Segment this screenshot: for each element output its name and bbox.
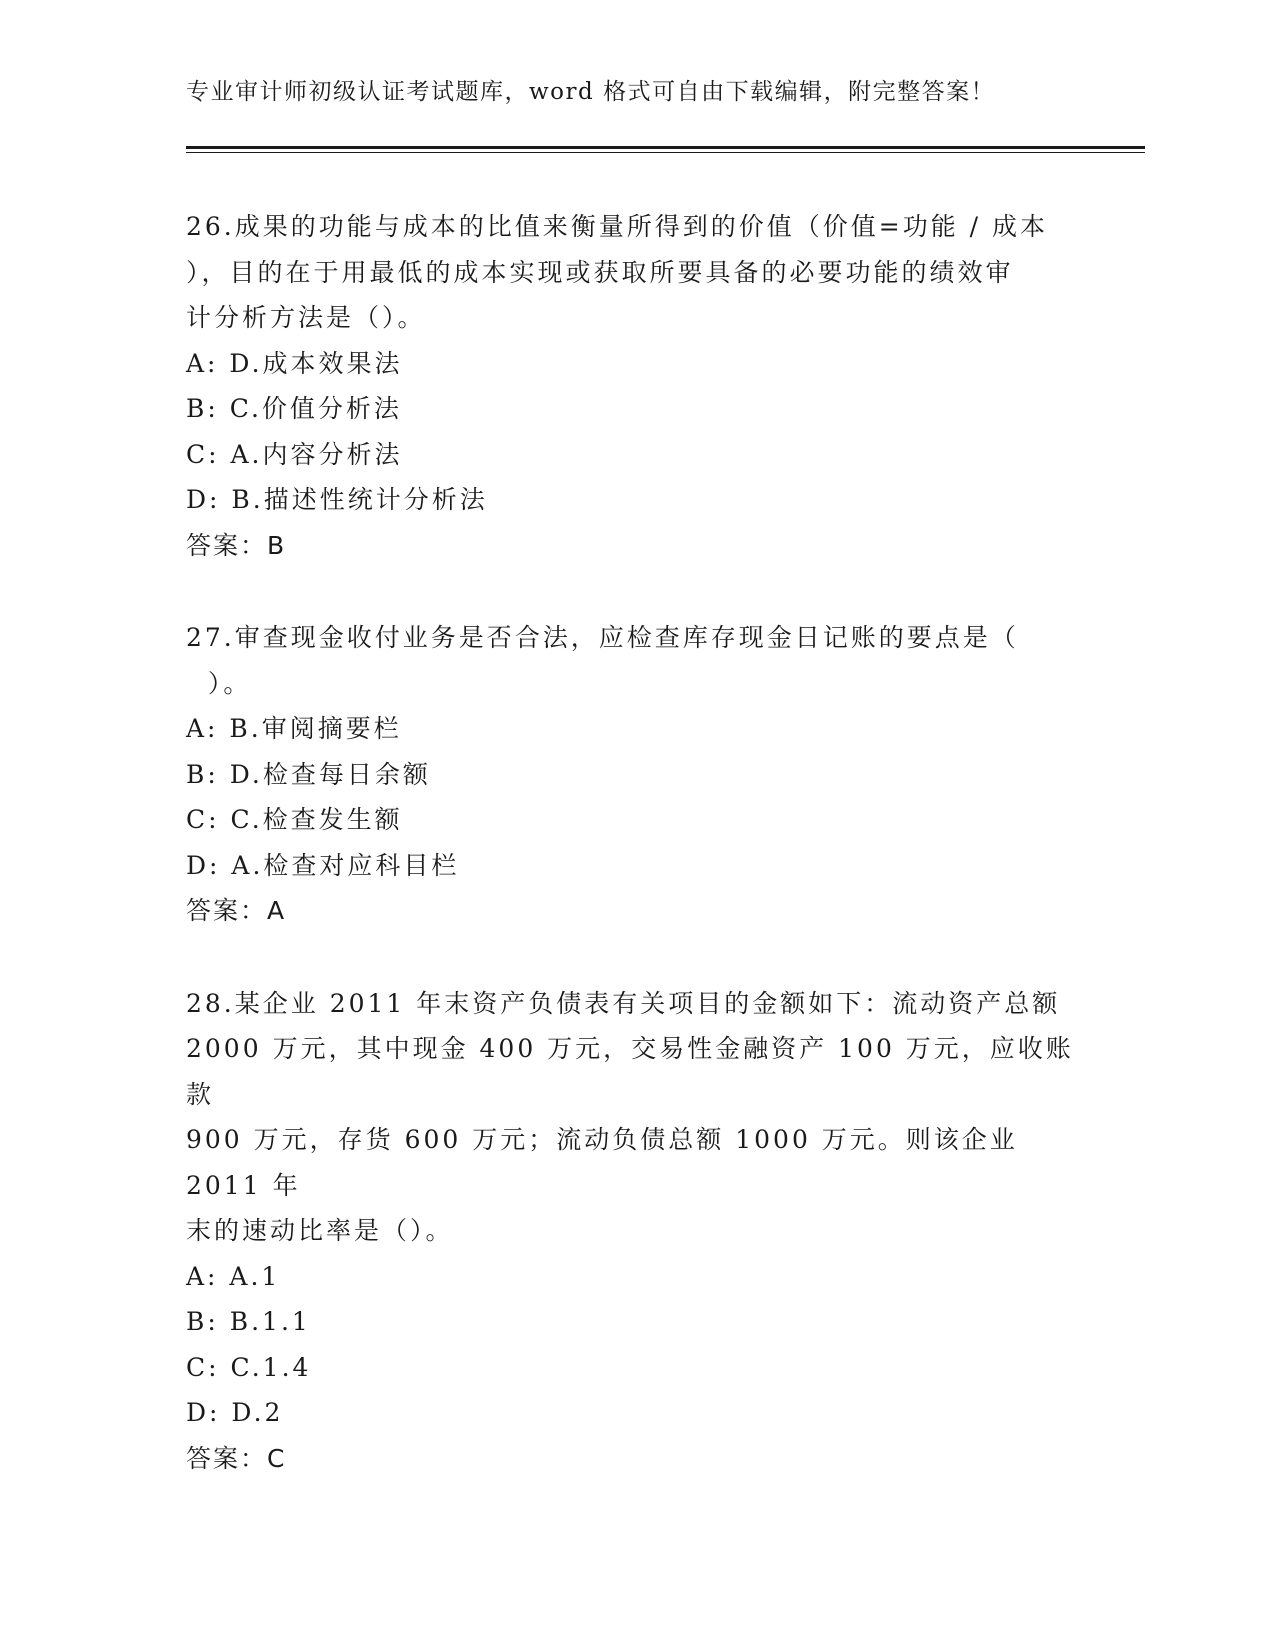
header-divider-thick	[186, 146, 1145, 149]
option-a: A: D.成本效果法	[186, 348, 403, 378]
option-c: C: C.1.4	[186, 1352, 312, 1382]
question-28	[186, 981, 1076, 1482]
option-b: B: C.价值分析法	[186, 394, 402, 423]
option-b: B: B.1.1	[186, 1307, 311, 1336]
question-stem: 26.成果的功能与成本的比值来衡量所得到的价值（价值=功能 / 成本 ），目的在于用最低的成本实现或获取所要具备的必要功能的绩效审 计分析方法是（）。	[186, 212, 1049, 332]
question-27	[186, 615, 1076, 934]
question-26	[186, 204, 1076, 568]
answer-label: 答案：A	[186, 896, 287, 925]
option-c: C: C.检查发生额	[186, 805, 403, 834]
answer-label: 答案：C	[186, 1443, 287, 1473]
option-b: B: D.检查每日余额	[186, 759, 431, 789]
header-divider-thin	[186, 152, 1145, 153]
option-c: C: A.内容分析法	[186, 439, 403, 469]
page-header: 专业审计师初级认证考试题库，word 格式可自由下载编辑，附完整答案！	[186, 79, 996, 105]
question-stem: 28.某企业 2011 年末资产负债表有关项目的金额如下：流动资产总额 2000 万元，其中现金 400 万元，交易性金融资产 100 万元，应收账款 900 万元，存货 600 万元；流动负债总额 1000 万元。则该企业 2011 年 末的速动比率是（）。	[186, 988, 1074, 1245]
option-a: A: A.1	[186, 1261, 281, 1291]
question-list	[186, 204, 1076, 1528]
answer-label: 答案：B	[186, 530, 287, 560]
option-d: D: A.检查对应科目栏	[186, 850, 460, 880]
option-a: A: B.审阅摘要栏	[186, 714, 402, 743]
option-d: D: D.2	[186, 1398, 284, 1427]
option-d: D: B.描述性统计分析法	[186, 485, 488, 514]
question-stem: 27.审查现金收付业务是否合法，应检查库存现金日记账的要点是（ ）。	[186, 623, 1019, 698]
